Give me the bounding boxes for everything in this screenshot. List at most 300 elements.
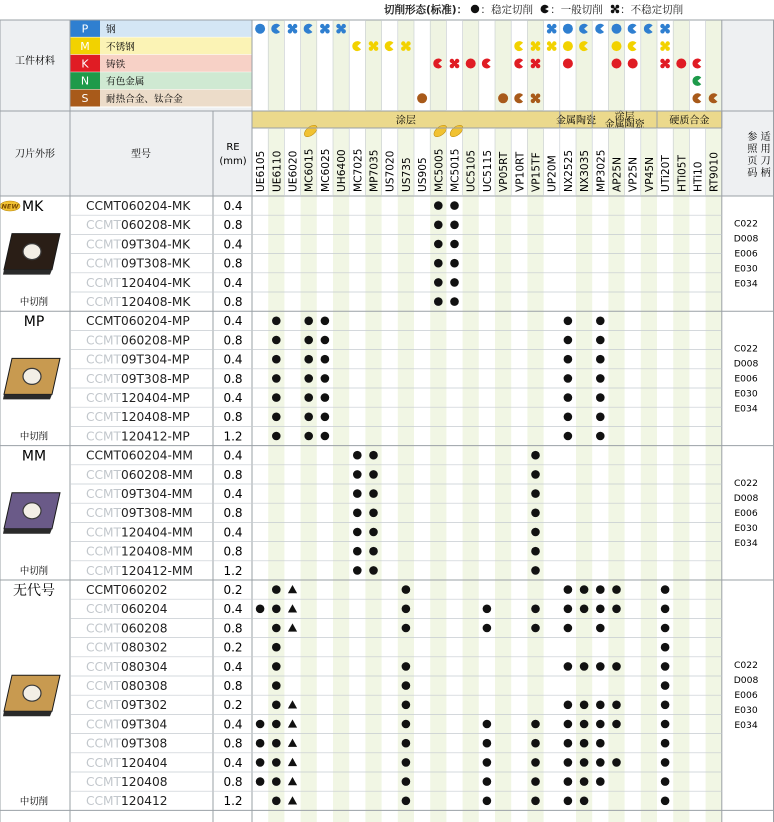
recommended-grade-dot xyxy=(596,374,605,383)
material-code: P xyxy=(81,22,89,36)
recommended-grade-dot xyxy=(450,221,459,230)
recommended-grade-dot xyxy=(450,259,459,268)
model-prefix: CCMT xyxy=(86,295,121,309)
reference-page-code: E006 xyxy=(734,507,758,519)
model-prefix: CCMT xyxy=(86,487,121,501)
grade-group-label: 涂层 xyxy=(395,115,416,127)
stable-cutting-icon xyxy=(612,59,622,69)
model-number xyxy=(86,391,190,405)
model-suffix: 080302 xyxy=(120,640,168,655)
recommended-grade-dot xyxy=(369,489,378,498)
grade-column-uc5105: UC5105 xyxy=(465,149,478,192)
grade-column-mc5005: MC5005 xyxy=(433,148,446,192)
recommended-grade-dot xyxy=(450,278,459,287)
recommended-grade-dot xyxy=(272,720,281,729)
recommended-grade-dot xyxy=(596,585,605,594)
model-prefix: CCMT xyxy=(86,371,121,386)
recommended-grade-dot xyxy=(256,720,265,729)
stable-cutting-icon xyxy=(612,41,622,51)
shaded-column xyxy=(495,128,511,822)
reference-page-label: 照 用 xyxy=(747,144,771,155)
recommended-grade-dot xyxy=(353,566,362,575)
model-number xyxy=(86,487,193,501)
recommended-grade-dot xyxy=(272,701,281,710)
corner-radius: 0.8 xyxy=(223,295,243,309)
model-prefix: CCMT xyxy=(86,640,121,655)
model-number xyxy=(86,564,193,578)
grade-group-label: 涂层 xyxy=(614,111,635,122)
grade-column-rt9010: RT9010 xyxy=(708,151,721,192)
general-cutting-icon xyxy=(385,41,394,51)
recommended-grade-dot xyxy=(661,624,670,633)
model-number xyxy=(86,602,168,616)
legend-general-label: ：一般切削 xyxy=(550,4,603,16)
model-number xyxy=(86,660,168,674)
model-prefix: CCMT xyxy=(86,237,121,252)
optional-grade-triangle xyxy=(288,700,297,708)
recommended-grade-dot xyxy=(402,681,411,690)
material-name: 钢 xyxy=(106,24,116,36)
unstable-cutting-icon xyxy=(288,24,298,34)
material-name: 不锈钢 xyxy=(106,41,135,53)
model-prefix: CCMT xyxy=(86,352,121,367)
reference-page-code: E034 xyxy=(734,403,758,415)
model-prefix: CCMT xyxy=(86,429,121,444)
recommended-grade-dot xyxy=(353,489,362,498)
recommended-grade-dot xyxy=(272,777,281,786)
model-suffix: 060208-MM xyxy=(120,467,193,482)
recommended-grade-dot xyxy=(661,681,670,690)
model-prefix: CCMT xyxy=(86,563,121,578)
recommended-grade-dot xyxy=(596,758,605,767)
recommended-grade-dot xyxy=(531,509,540,518)
chipbreaker-name: 无代号 xyxy=(13,583,55,599)
recommended-grade-dot xyxy=(531,797,540,806)
general-cutting-icon xyxy=(693,59,702,69)
model-suffix: 060208-MK xyxy=(120,218,191,233)
model-prefix: CCMT xyxy=(86,410,121,425)
recommended-grade-dot xyxy=(580,720,589,729)
model-label: 型号 xyxy=(131,149,151,160)
reference-page-code: C022 xyxy=(734,218,758,230)
shaded-column-top xyxy=(365,20,381,111)
recommended-grade-dot xyxy=(321,336,330,345)
recommended-grade-dot xyxy=(369,566,378,575)
model-suffix: 09T308-MP xyxy=(120,371,190,386)
recommended-grade-dot xyxy=(256,739,265,748)
recommended-grade-dot xyxy=(661,605,670,614)
corner-radius: 0.8 xyxy=(223,218,243,233)
material-code: S xyxy=(81,92,89,106)
chipbreaker-name: MK xyxy=(22,199,44,215)
recommended-grade-dot xyxy=(564,355,573,364)
reference-page-code: D008 xyxy=(733,675,759,687)
reference-page-code: E030 xyxy=(734,263,758,275)
model-prefix: CCMT xyxy=(86,391,121,405)
corner-radius: 0.4 xyxy=(223,275,243,290)
grade-column-hti05t: HTi05T xyxy=(676,154,689,192)
cutting-type-label: 中切削 xyxy=(19,297,49,309)
recommended-grade-dot xyxy=(531,605,540,614)
grade-column-ap25n: AP25N xyxy=(611,156,624,192)
recommended-grade-dot xyxy=(321,374,330,383)
general-cutting-icon xyxy=(352,41,361,51)
reference-page-code: E030 xyxy=(734,705,758,717)
reference-page-code: D008 xyxy=(733,358,759,370)
model-suffix: 060208-MP xyxy=(120,333,190,348)
model-suffix: 120412 xyxy=(120,794,168,809)
recommended-grade-dot xyxy=(612,758,621,767)
recommended-grade-dot xyxy=(321,317,330,326)
recommended-grade-dot xyxy=(304,393,313,402)
model-prefix: CCMT xyxy=(86,333,121,348)
model-number xyxy=(86,525,193,539)
recommended-grade-dot xyxy=(353,528,362,537)
model-prefix: CCMT xyxy=(86,506,121,521)
recommended-grade-dot xyxy=(483,797,492,806)
recommended-grade-dot xyxy=(402,720,411,729)
recommended-grade-dot xyxy=(272,336,281,345)
general-cutting-icon xyxy=(514,93,523,103)
corner-radius: 0.8 xyxy=(223,256,243,271)
recommended-grade-dot xyxy=(353,509,362,518)
recommended-grade-dot xyxy=(272,739,281,748)
recommended-grade-dot xyxy=(272,393,281,402)
recommended-grade-dot xyxy=(564,624,573,633)
recommended-grade-dot xyxy=(272,681,281,690)
recommended-grade-dot xyxy=(321,432,330,441)
reference-page-code: E006 xyxy=(734,690,758,702)
recommended-grade-dot xyxy=(596,413,605,422)
insert-shape-label: 刀片外形 xyxy=(15,149,55,160)
recommended-grade-dot xyxy=(402,662,411,671)
recommended-grade-dot xyxy=(434,221,443,230)
cutting-type-label: 中切削 xyxy=(19,796,49,808)
model-suffix: 120404-MP xyxy=(120,391,190,405)
optional-grade-triangle xyxy=(288,623,297,631)
recommended-grade-dot xyxy=(661,797,670,806)
recommended-grade-dot xyxy=(531,489,540,498)
stable-cutting-icon xyxy=(628,59,638,69)
recommended-grade-dot xyxy=(304,413,313,422)
model-prefix: CCMT xyxy=(86,448,121,463)
grade-group-label: 金属陶瓷 xyxy=(556,115,596,127)
unstable-cutting-icon xyxy=(547,24,557,34)
model-number xyxy=(86,257,191,271)
model-prefix: CCMT xyxy=(86,621,121,636)
recommended-grade-dot xyxy=(402,777,411,786)
recommended-grade-dot xyxy=(369,528,378,537)
recommended-grade-dot xyxy=(402,701,411,710)
corner-radius: 0.4 xyxy=(223,314,243,329)
model-suffix: 120408 xyxy=(120,775,168,789)
grade-group-label: 金属陶瓷 xyxy=(604,119,645,131)
model-suffix: 120408-MK xyxy=(120,295,191,309)
corner-radius: 0.4 xyxy=(223,602,243,617)
model-suffix: 09T308 xyxy=(120,736,168,751)
model-number xyxy=(86,698,167,712)
reference-page-code: E034 xyxy=(734,278,758,290)
model-prefix: CCMT xyxy=(86,717,121,732)
material-code: K xyxy=(81,57,89,71)
unstable-cutting-icon xyxy=(660,41,670,51)
recommended-grade-dot xyxy=(272,643,281,652)
model-prefix: CCMT xyxy=(86,525,121,540)
model-suffix: 060204-MP xyxy=(120,314,190,329)
shaded-column xyxy=(706,128,722,822)
corner-radius: 1.2 xyxy=(223,563,243,578)
reference-page-code: E006 xyxy=(734,248,758,260)
model-suffix: 120404-MM xyxy=(120,525,193,540)
recommended-grade-dot xyxy=(580,739,589,748)
material-code: N xyxy=(80,74,90,88)
recommended-grade-dot xyxy=(596,605,605,614)
reference-page-code: D008 xyxy=(733,492,759,504)
new-badge-text: NEW xyxy=(1,202,19,211)
re-label: RE xyxy=(226,142,240,153)
model-suffix: 120404-MK xyxy=(120,275,191,290)
model-number xyxy=(86,506,193,520)
cutting-type-label: 中切削 xyxy=(19,566,49,577)
recommended-grade-dot xyxy=(564,374,573,383)
shaded-column xyxy=(673,128,689,822)
recommended-grade-dot xyxy=(353,470,362,479)
general-cutting-icon xyxy=(514,58,523,68)
model-prefix: CCMT xyxy=(86,544,121,559)
grade-column-mc6025: MC6025 xyxy=(319,148,332,192)
recommended-grade-dot xyxy=(531,739,540,748)
ccmt-insert-icon xyxy=(3,358,60,399)
corner-radius: 0.4 xyxy=(223,352,243,367)
model-number xyxy=(86,410,190,424)
recommended-grade-dot xyxy=(402,758,411,767)
recommended-grade-dot xyxy=(434,297,443,306)
recommended-grade-dot xyxy=(596,393,605,402)
recommended-grade-dot xyxy=(402,605,411,614)
recommended-grade-dot xyxy=(256,605,265,614)
recommended-grade-dot xyxy=(612,605,621,614)
recommended-grade-dot xyxy=(272,355,281,364)
stable-cutting-icon xyxy=(498,93,508,103)
shaded-column xyxy=(576,128,592,822)
grade-column-ue6105: UE6105 xyxy=(255,150,268,192)
shaded-column-top xyxy=(398,20,414,111)
recommended-grade-dot xyxy=(564,758,573,767)
reference-page-code: E030 xyxy=(734,522,758,534)
recommended-grade-dot xyxy=(580,701,589,710)
corner-radius: 0.8 xyxy=(223,333,243,348)
recommended-grade-dot xyxy=(450,297,459,306)
corner-radius: 0.4 xyxy=(223,448,243,463)
recommended-grade-dot xyxy=(661,662,670,671)
recommended-grade-dot xyxy=(434,278,443,287)
grade-column-us735: US735 xyxy=(400,157,413,192)
grade-column-uh6400: UH6400 xyxy=(336,149,349,192)
shaded-column xyxy=(268,128,284,822)
general-cutting-icon xyxy=(482,58,491,68)
stable-cutting-icon xyxy=(563,59,573,69)
model-suffix: 060202 xyxy=(120,583,168,597)
stable-cutting-icon xyxy=(563,24,573,34)
model-prefix: CCMT xyxy=(86,679,121,693)
model-prefix: CCMT xyxy=(86,794,121,809)
stable-cutting-icon xyxy=(255,24,265,34)
model-number xyxy=(86,756,168,770)
recommended-grade-dot xyxy=(564,777,573,786)
model-suffix: 060204 xyxy=(120,602,168,617)
corner-radius: 0.8 xyxy=(223,736,243,751)
grade-column-ue6020: UE6020 xyxy=(287,150,300,192)
general-cutting-icon xyxy=(514,41,523,51)
grade-column-up20m: UP20M xyxy=(546,155,559,192)
grade-column-vp15tf: VP15TF xyxy=(530,152,543,192)
chipbreaker-name: MP xyxy=(23,314,45,331)
grade-column-vp45n: VP45N xyxy=(643,156,656,192)
grade-column-mc7025: MC7025 xyxy=(352,148,365,192)
recommended-grade-dot xyxy=(272,585,281,594)
stable-cutting-icon xyxy=(466,59,476,69)
recommended-grade-dot xyxy=(369,509,378,518)
model-prefix: CCMT xyxy=(86,755,121,770)
model-number xyxy=(86,429,190,443)
corner-radius: 0.8 xyxy=(223,679,243,693)
corner-radius: 0.8 xyxy=(223,544,243,559)
recommended-grade-dot xyxy=(369,547,378,556)
recommended-grade-dot xyxy=(564,336,573,345)
recommended-grade-dot xyxy=(596,336,605,345)
model-number xyxy=(86,333,190,347)
recommended-grade-dot xyxy=(369,451,378,460)
material-name: 铸铁 xyxy=(106,59,126,71)
recommended-grade-dot xyxy=(369,470,378,479)
corner-radius: 1.2 xyxy=(223,794,243,809)
grade-column-ue6110: UE6110 xyxy=(271,150,284,192)
corner-radius: 0.8 xyxy=(223,506,243,521)
general-cutting-icon xyxy=(693,93,702,103)
grade-group-band xyxy=(252,111,722,128)
model-number xyxy=(86,353,189,367)
recommended-grade-dot xyxy=(321,393,330,402)
model-number xyxy=(86,218,191,232)
model-suffix: 120408-MP xyxy=(120,410,190,425)
recommended-grade-dot xyxy=(353,451,362,460)
recommended-grade-dot xyxy=(564,432,573,441)
recommended-grade-dot xyxy=(564,701,573,710)
model-number xyxy=(86,372,189,386)
grade-group-label: 硬质合金 xyxy=(669,115,710,127)
model-suffix: 120408-MM xyxy=(120,544,193,559)
recommended-grade-dot xyxy=(564,720,573,729)
recommended-grade-dot xyxy=(483,777,492,786)
model-prefix: CCMT xyxy=(86,256,121,271)
reference-page-code: E034 xyxy=(734,720,758,732)
recommended-grade-dot xyxy=(564,393,573,402)
shaded-column xyxy=(398,128,414,822)
recommended-grade-dot xyxy=(272,605,281,614)
model-prefix: CCMT xyxy=(86,314,121,329)
model-suffix: 09T304-MP xyxy=(120,352,190,367)
corner-radius: 0.8 xyxy=(223,775,243,789)
model-number xyxy=(86,717,167,731)
grade-column-mc5015: MC5015 xyxy=(449,148,462,192)
model-suffix: 060208 xyxy=(120,621,168,636)
recommended-grade-dot xyxy=(661,720,670,729)
recommended-grade-dot xyxy=(483,739,492,748)
recommended-grade-dot xyxy=(304,317,313,326)
recommended-grade-dot xyxy=(272,662,281,671)
recommended-grade-dot xyxy=(596,720,605,729)
recommended-grade-dot xyxy=(564,413,573,422)
recommended-grade-dot xyxy=(612,662,621,671)
material-code: M xyxy=(80,39,90,53)
reference-page-code: D008 xyxy=(733,233,759,245)
recommended-grade-dot xyxy=(402,739,411,748)
recommended-grade-dot xyxy=(483,758,492,767)
workpiece-material-label: 工件材料 xyxy=(15,56,55,67)
model-number xyxy=(86,545,193,559)
recommended-grade-dot xyxy=(580,777,589,786)
recommended-grade-dot xyxy=(564,662,573,671)
recommended-grade-dot xyxy=(531,470,540,479)
recommended-grade-dot xyxy=(531,777,540,786)
model-prefix: CCMT xyxy=(86,467,121,482)
grade-column-mp3025: MP3025 xyxy=(595,149,608,192)
corner-radius: 0.4 xyxy=(223,659,243,674)
reference-page-label: 码 柄 xyxy=(747,168,771,179)
material-name: 有色金属 xyxy=(106,76,145,88)
model-number xyxy=(86,199,191,213)
recommended-grade-dot xyxy=(272,797,281,806)
unstable-cutting-icon xyxy=(660,24,670,34)
recommended-grade-dot xyxy=(596,777,605,786)
corner-radius: 0.4 xyxy=(223,199,243,213)
corner-radius: 0.2 xyxy=(223,640,243,655)
corner-radius: 0.4 xyxy=(223,525,243,540)
grade-column-vp10rt: VP10RT xyxy=(514,151,527,192)
recommended-grade-dot xyxy=(483,605,492,614)
shaded-column xyxy=(301,128,317,822)
material-name: 耐热合金、钛合金 xyxy=(106,94,183,106)
recommended-grade-dot xyxy=(661,701,670,710)
model-prefix: CCMT xyxy=(86,583,121,597)
model-prefix: CCMT xyxy=(86,659,121,674)
recommended-grade-dot xyxy=(531,720,540,729)
general-cutting-icon xyxy=(628,41,637,51)
grade-column-hti10: HTi10 xyxy=(692,161,705,192)
model-suffix: 120404 xyxy=(120,755,168,770)
recommended-grade-dot xyxy=(564,585,573,594)
recommended-grade-dot xyxy=(564,605,573,614)
shaded-column xyxy=(463,128,479,822)
model-number xyxy=(86,737,167,751)
optional-grade-triangle xyxy=(288,758,297,766)
recommended-grade-dot xyxy=(596,701,605,710)
grade-column-vp25n: VP25N xyxy=(627,156,640,192)
model-suffix: 09T304-MM xyxy=(120,487,193,501)
model-number xyxy=(86,794,168,808)
recommended-grade-dot xyxy=(612,720,621,729)
optional-grade-triangle xyxy=(288,739,297,747)
reference-page-code: E034 xyxy=(734,537,758,549)
recommended-grade-dot xyxy=(353,547,362,556)
shaded-column xyxy=(641,128,657,822)
recommended-grade-dot xyxy=(661,643,670,652)
model-suffix: 09T304 xyxy=(120,717,168,732)
recommended-grade-dot xyxy=(531,528,540,537)
recommended-grade-dot xyxy=(596,432,605,441)
ccmt-insert-icon xyxy=(3,234,60,275)
model-prefix: CCMT xyxy=(86,736,121,751)
